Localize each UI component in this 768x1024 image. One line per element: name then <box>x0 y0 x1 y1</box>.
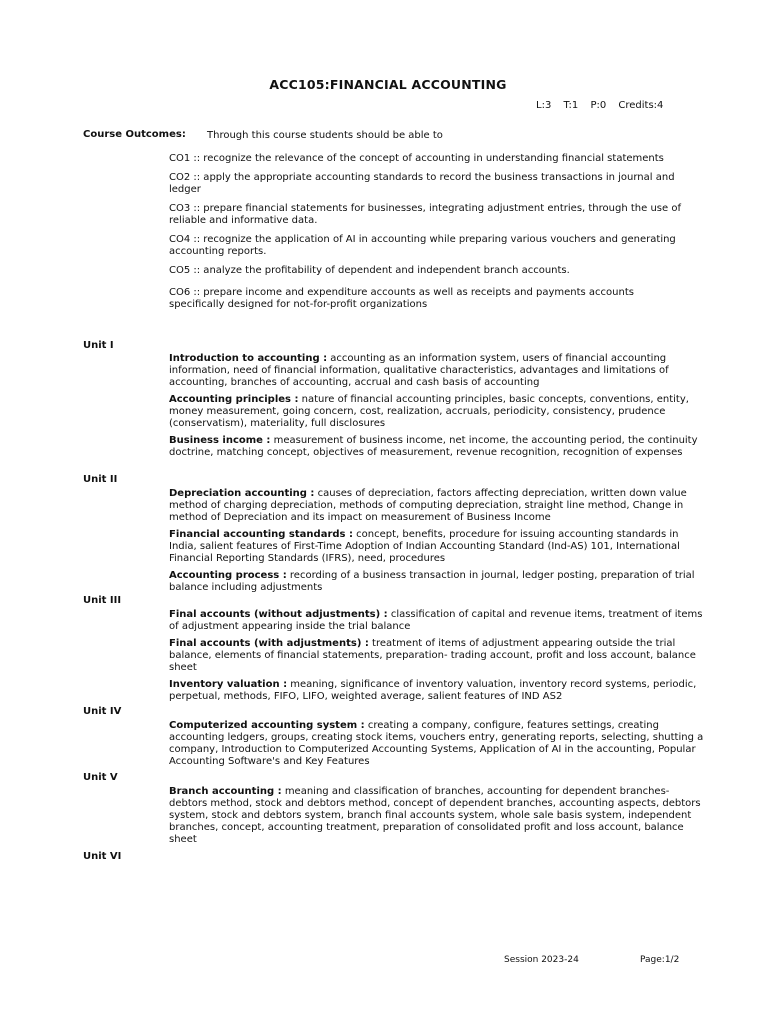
unit-1-label: Unit I <box>83 340 114 351</box>
topic-heading: Accounting process : <box>169 570 287 581</box>
unit-4-topic-1 <box>169 720 707 768</box>
topic-heading: Branch accounting : <box>169 786 282 797</box>
unit-1-body <box>169 353 707 464</box>
course-outcome-1: CO1 :: recognize the relevance of the concept of accounting in understanding financial statements <box>169 153 664 164</box>
course-outcomes-intro: Through this course students should be able to <box>207 130 443 141</box>
page-title: ACC105:FINANCIAL ACCOUNTING <box>269 77 507 92</box>
course-outcome-4: CO4 :: recognize the application of AI in accounting while preparing various vouchers and generating accounting reports. <box>169 234 676 257</box>
topic-text: causes of depreciation, factors affecting depreciation, written down value method of charging depreciation, methods of computing depreciation, straight line method, Change in method of Depreciation and its impact on measurement of Business Income <box>169 488 687 523</box>
topic-heading: Business income : <box>169 435 271 446</box>
unit-2-topic-3 <box>169 570 707 594</box>
topic-text: nature of financial accounting principles, basic concepts, conventions, entity, money measurement, going concern, cost, realization, accruals, periodicity, consistency, prudence (conservatism), materiality, full disclosures <box>169 394 689 429</box>
unit-5-body <box>169 786 707 851</box>
topic-heading: Computerized accounting system : <box>169 720 365 731</box>
unit-2-topic-1 <box>169 488 707 524</box>
topic-heading: Financial accounting standards : <box>169 529 353 540</box>
topic-text: meaning, significance of inventory valuation, inventory record systems, periodic, perpetual, methods, FIFO, LIFO, weighted average, salient features of IND AS2 <box>169 679 697 702</box>
unit-5-label: Unit V <box>83 772 118 783</box>
unit-2-label: Unit II <box>83 474 118 485</box>
topic-text: measurement of business income, net income, the accounting period, the continuity doctrine, matching concept, objectives of measurement, revenue recognition, recognition of expenses <box>169 435 698 458</box>
course-outcomes-list <box>169 153 689 318</box>
practical-hours: P:0 <box>590 100 607 111</box>
topic-heading: Final accounts (with adjustments) : <box>169 638 369 649</box>
credit-count: Credits:4 <box>618 100 664 111</box>
topic-text: concept, benefits, procedure for issuing accounting standards in India, salient features of First-Time Adoption of Indian Accounting Standard (Ind-AS) 101, International Financial Reporting Standards (IFRS), need, procedures <box>169 529 680 564</box>
unit-3-topic-2 <box>169 638 707 674</box>
topic-heading: Final accounts (without adjustments) : <box>169 609 388 620</box>
credits-line <box>536 100 672 111</box>
topic-text: accounting as an information system, users of financial accounting information, need of financial information, qualitative characteristics, advantages and limitations of accounting, branches of accounting, accrual and cash basis of accounting <box>169 353 669 388</box>
topic-heading: Accounting principles : <box>169 394 299 405</box>
course-outcome-6: CO6 :: prepare income and expenditure accounts as well as receipts and payments accounts specifically designed for not-for-profit organizations <box>169 287 634 310</box>
unit-1-topic-2 <box>169 394 707 430</box>
lecture-hours: L:3 <box>536 100 552 111</box>
unit-4-body <box>169 720 707 773</box>
course-outcome-2: CO2 :: apply the appropriate accounting standards to record the business transactions in journal and ledger <box>169 172 675 195</box>
unit-2-topic-2 <box>169 529 707 565</box>
topic-text: creating a company, configure, features settings, creating accounting ledgers, groups, creating stock items, vouchers entry, generating reports, selecting, shutting a company, Introduction to Computerized Accounting Systems, Application of AI in the accounting, Popular Accounting Software's and Key Features <box>169 720 704 767</box>
course-outcomes-label: Course Outcomes: <box>83 129 186 140</box>
topic-heading: Inventory valuation : <box>169 679 288 690</box>
footer-page-number: Page:1/2 <box>640 955 680 965</box>
unit-3-body <box>169 609 707 708</box>
unit-6-label: Unit VI <box>83 851 122 862</box>
topic-heading: Introduction to accounting : <box>169 353 328 364</box>
course-outcome-5: CO5 :: analyze the profitability of dependent and independent branch accounts. <box>169 265 570 276</box>
unit-3-topic-1 <box>169 609 707 633</box>
unit-1-topic-3 <box>169 435 707 459</box>
footer-session: Session 2023-24 <box>504 955 579 965</box>
unit-4-label: Unit IV <box>83 706 122 717</box>
unit-2-body <box>169 488 707 599</box>
topic-text: classification of capital and revenue items, treatment of items of adjustment appearing inside the trial balance <box>169 609 703 632</box>
unit-5-topic-1 <box>169 786 707 846</box>
unit-3-topic-3 <box>169 679 707 703</box>
tutorial-hours: T:1 <box>563 100 579 111</box>
unit-3-label: Unit III <box>83 595 122 606</box>
topic-text: recording of a business transaction in journal, ledger posting, preparation of trial balance including adjustments <box>169 570 695 593</box>
unit-1-topic-1 <box>169 353 707 389</box>
topic-heading: Depreciation accounting : <box>169 488 315 499</box>
course-outcome-3: CO3 :: prepare financial statements for businesses, integrating adjustment entries, through the use of reliable and informative data. <box>169 203 681 226</box>
topic-text: treatment of items of adjustment appearing outside the trial balance, elements of financial statements, preparation- trading account, profit and loss account, balance sheet <box>169 638 696 673</box>
topic-text: meaning and classification of branches, accounting for dependent branches-debtors method, stock and debtors method, concept of dependent branches, accounting aspects, debtors system, stock and debtors system, branch final accounts system, whole sale basis system, independent branches, concept, accounting treatment, preparation of consolidated profit and loss account, balance sheet <box>169 786 701 845</box>
